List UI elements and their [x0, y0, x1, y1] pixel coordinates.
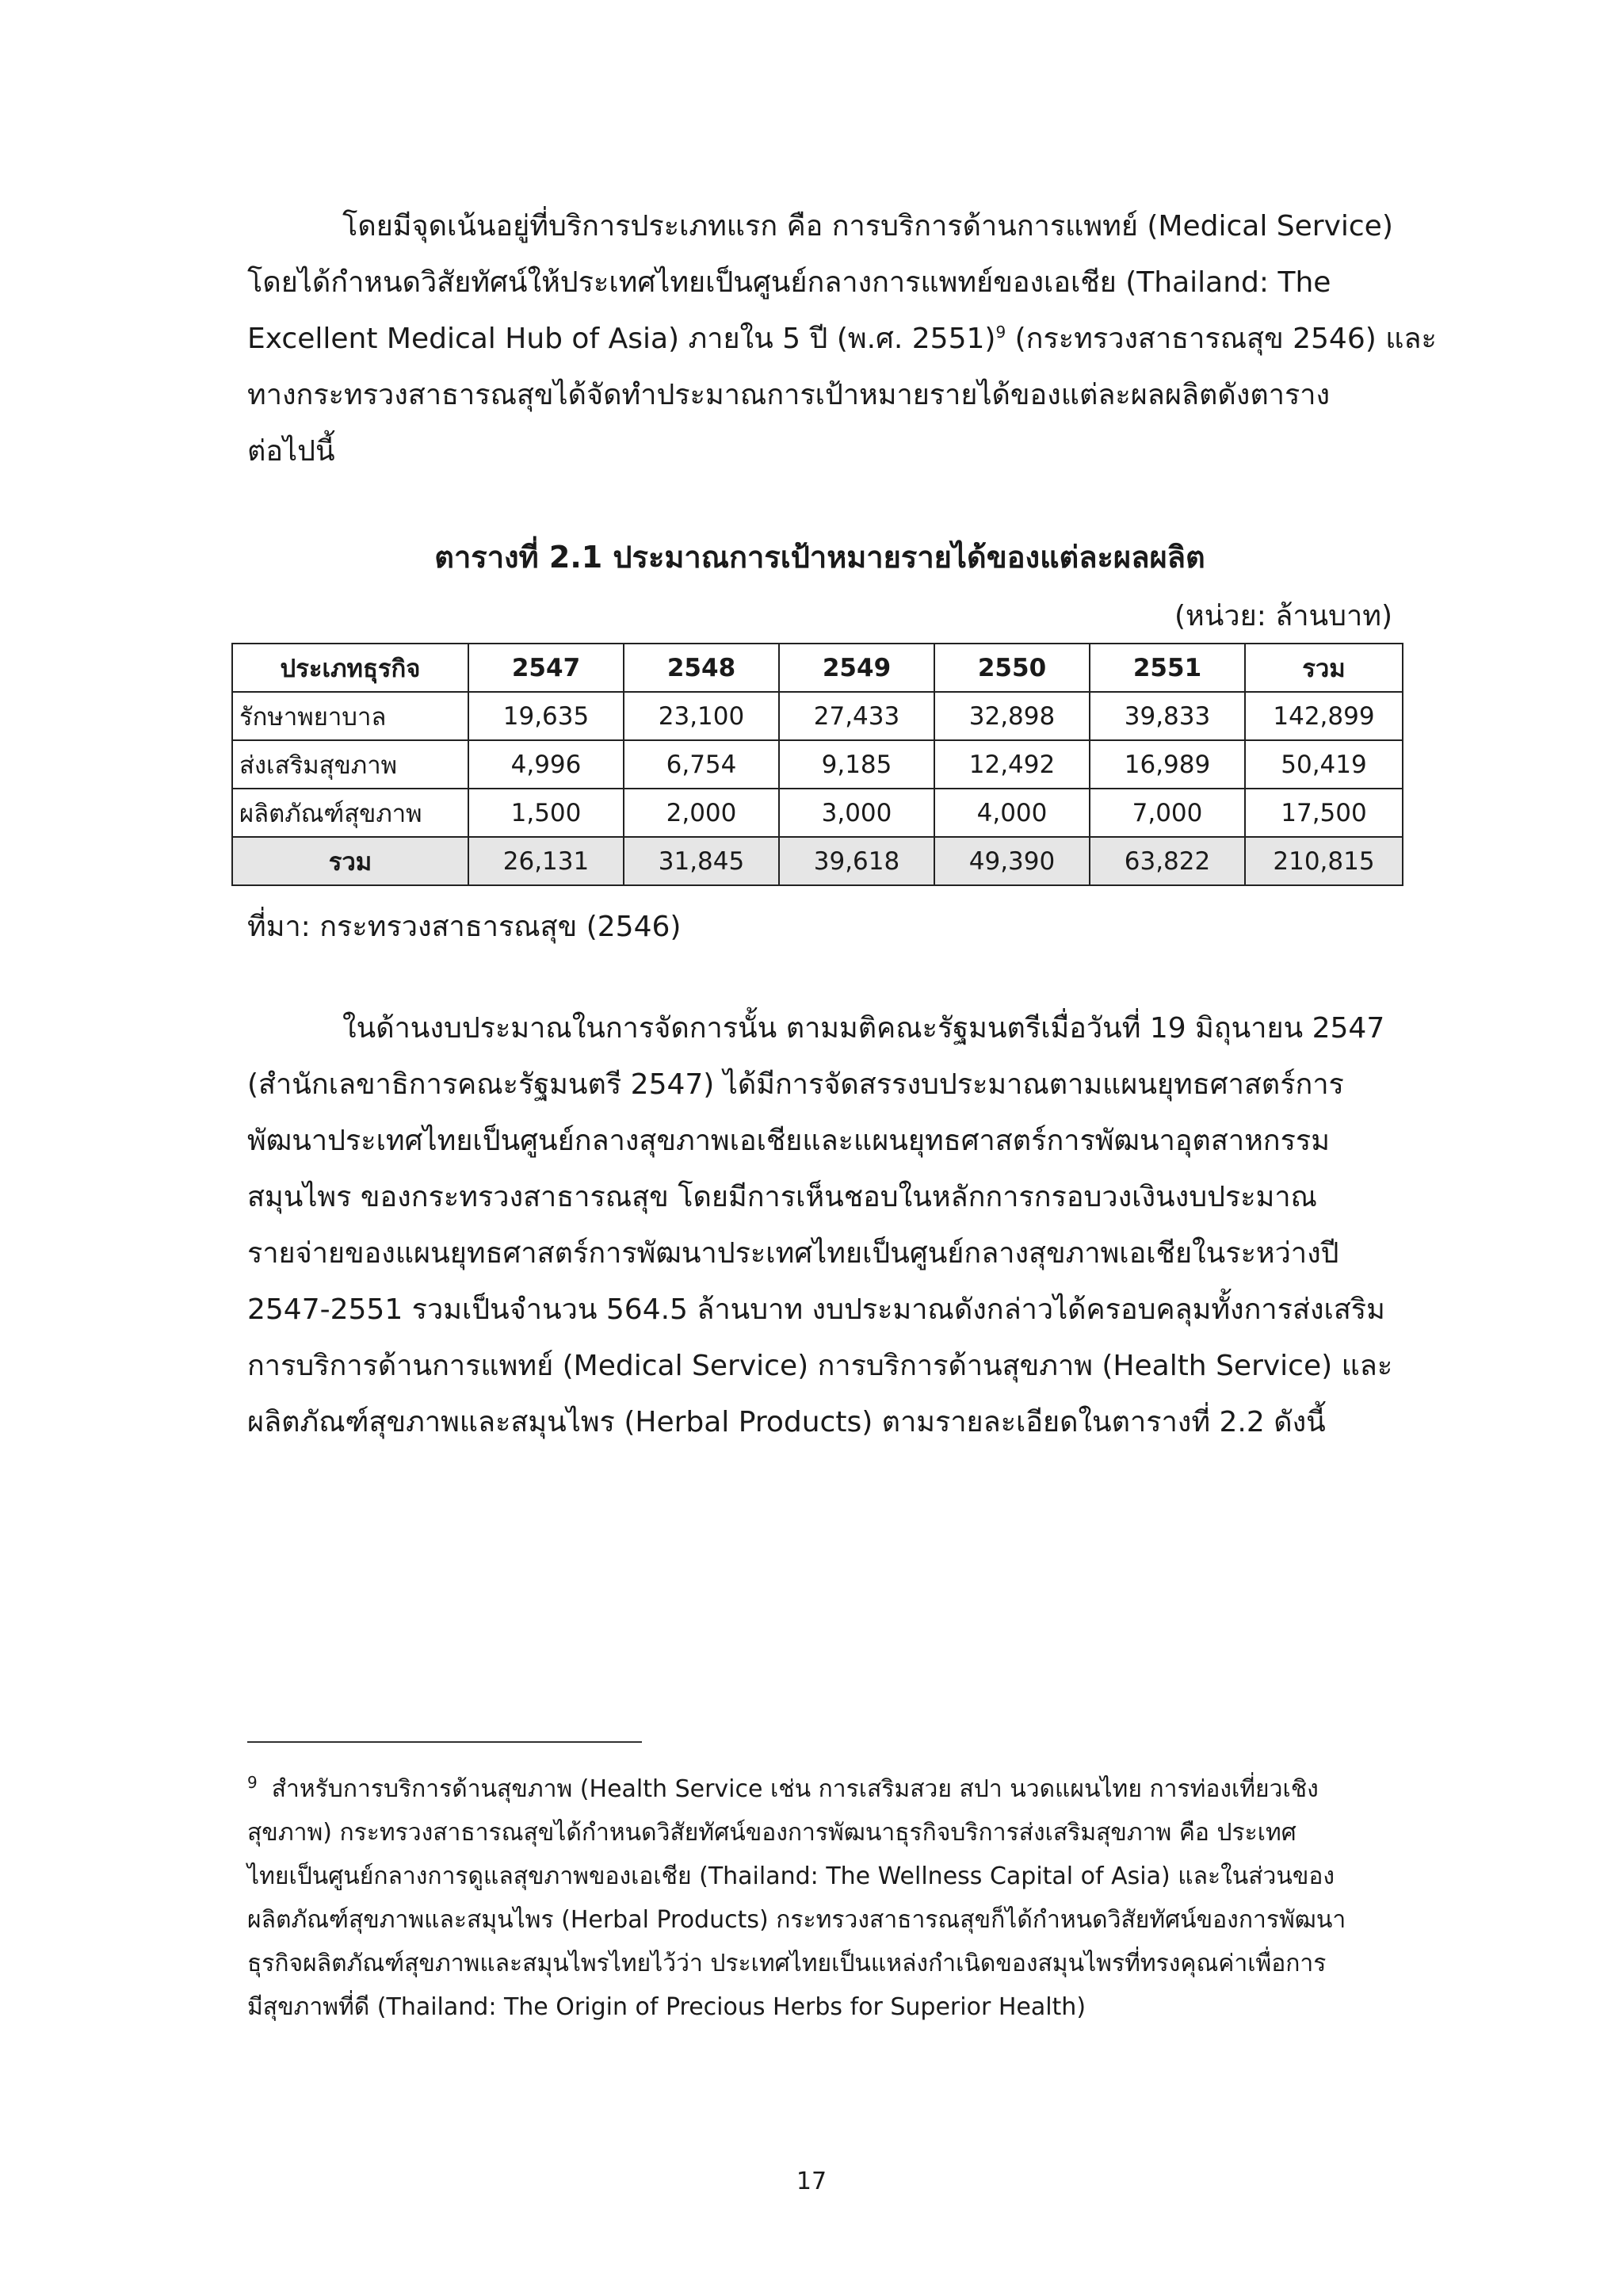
table-unit: (หน่วย: ล้านบาท) — [1174, 600, 1392, 632]
table-cell: 32,898 — [934, 692, 1090, 740]
paragraph-line: ต่อไปนี้ — [247, 435, 335, 468]
header-cell: 2549 — [779, 644, 934, 692]
footnote-line: ธุรกิจผลิตภัณฑ์สุขภาพและสมุนไพรไทยไว้ว่า ประเทศไทยเป็นแหล่งกำเนิดของสมุนไพรที่ทรงคุณค่าเพื่อการ — [247, 1950, 1327, 1977]
header-cell: ประเภทธุรกิจ — [232, 644, 468, 692]
paragraph-line: 2547-2551 รวมเป็นจำนวน 564.5 ล้านบาท งบประมาณดังกล่าวได้ครอบคลุมทั้งการส่งเสริม — [247, 1293, 1385, 1326]
paragraph-line: ผลิตภัณฑ์สุขภาพและสมุนไพร (Herbal Products) ตามรายละเอียดในตารางที่ 2.2 ดังนี้ — [247, 1406, 1326, 1438]
paragraph-line: สมุนไพร ของกระทรวงสาธารณสุข โดยมีการเห็นชอบในหลักการกรอบวงเงินงบประมาณ — [247, 1181, 1317, 1213]
paragraph-line-part: (กระทรวงสาธารณสุข 2546) และ — [1006, 323, 1437, 355]
table-cell: 7,000 — [1090, 789, 1245, 837]
table-cell: 142,899 — [1245, 692, 1403, 740]
footnote-line-text: สำหรับการบริการด้านสุขภาพ (Health Service เช่น การเสริมสวย สปา นวดแผนไทย การท่องเที่ยวเชิง — [271, 1775, 1319, 1803]
paragraph-line: (สำนักเลขาธิการคณะรัฐมนตรี 2547) ได้มีการจัดสรรงบประมาณตามแผนยุทธศาสตร์การ — [247, 1068, 1344, 1101]
total-cell: 49,390 — [934, 837, 1090, 885]
footnote-separator — [247, 1741, 642, 1743]
header-cell: รวม — [1245, 644, 1403, 692]
row-label: รักษาพยาบาล — [232, 692, 468, 740]
footnote-line: ไทยเป็นศูนย์กลางการดูแลสุขภาพของเอเชีย (Thailand: The Wellness Capital of Asia) และในส่วนของ — [247, 1862, 1335, 1890]
table-cell: 17,500 — [1245, 789, 1403, 837]
paragraph-line: รายจ่ายของแผนยุทธศาสตร์การพัฒนาประเทศไทยเป็นศูนย์กลางสุขภาพเอเชียในระหว่างปี — [247, 1237, 1339, 1270]
table-row — [232, 789, 1403, 837]
total-cell: 26,131 — [468, 837, 624, 885]
table-cell: 23,100 — [624, 692, 779, 740]
table-cell: 27,433 — [779, 692, 934, 740]
table-cell: 16,989 — [1090, 740, 1245, 789]
table-row — [232, 740, 1403, 789]
paragraph-line: โดยมีจุดเน้นอยู่ที่บริการประเภทแรก คือ การบริการด้านการแพทย์ (Medical Service) — [342, 210, 1393, 243]
paragraph-line: การบริการด้านการแพทย์ (Medical Service) การบริการด้านสุขภาพ (Health Service) และ — [247, 1350, 1393, 1382]
table-source: ที่มา: กระทรวงสาธารณสุข (2546) — [247, 911, 682, 943]
footnote-line: มีสุขภาพที่ดี (Thailand: The Origin of Precious Herbs for Superior Health) — [247, 1993, 1086, 2021]
table-cell: 3,000 — [779, 789, 934, 837]
revenue-target-table — [231, 643, 1403, 886]
table-row — [232, 692, 1403, 740]
table-cell: 4,996 — [468, 740, 624, 789]
header-cell: 2548 — [624, 644, 779, 692]
footnote — [247, 1761, 1392, 2029]
footnote-line — [247, 1761, 1392, 1811]
table-cell: 50,419 — [1245, 740, 1403, 789]
header-cell: 2551 — [1090, 644, 1245, 692]
table-cell: 19,635 — [468, 692, 624, 740]
paragraph-line: โดยได้กำหนดวิสัยทัศน์ให้ประเทศไทยเป็นศูนย์กลางการแพทย์ของเอเชีย (Thailand: The — [247, 266, 1331, 299]
table-cell: 1,500 — [468, 789, 624, 837]
page-number: 17 — [796, 2168, 827, 2195]
total-label: รวม — [232, 837, 468, 885]
table-caption: ตารางที่ 2.1 ประมาณการเป้าหมายรายได้ของแต่ละผลผลิต — [434, 540, 1205, 575]
footnote-line: สุขภาพ) กระทรวงสาธารณสุขได้กำหนดวิสัยทัศน์ของการพัฒนาธุรกิจบริการส่งเสริมสุขภาพ คือ ประเทศ — [247, 1819, 1296, 1847]
header-cell: 2550 — [934, 644, 1090, 692]
table-cell: 2,000 — [624, 789, 779, 837]
paragraph-medical-hub — [247, 198, 1437, 479]
total-cell: 210,815 — [1245, 837, 1403, 885]
footnote-line: ผลิตภัณฑ์สุขภาพและสมุนไพร (Herbal Products) กระทรวงสาธารณสุขก็ได้กำหนดวิสัยทัศน์ของการพัฒนา — [247, 1906, 1346, 1934]
footnote-reference[interactable]: 9 — [995, 323, 1006, 342]
paragraph-line: พัฒนาประเทศไทยเป็นศูนย์กลางสุขภาพเอเชียและแผนยุทธศาสตร์การพัฒนาอุตสาหกรรม — [247, 1125, 1330, 1157]
table-cell: 6,754 — [624, 740, 779, 789]
total-cell: 63,822 — [1090, 837, 1245, 885]
paragraph-line: ทางกระทรวงสาธารณสุขได้จัดทำประมาณการเป้าหมายรายได้ของแต่ละผลผลิตดังตาราง — [247, 379, 1331, 411]
table-cell: 39,833 — [1090, 692, 1245, 740]
row-label: ส่งเสริมสุขภาพ — [232, 740, 468, 789]
paragraph-budget — [247, 1000, 1392, 1450]
total-cell: 31,845 — [624, 837, 779, 885]
header-cell: 2547 — [468, 644, 624, 692]
table-total-row — [232, 837, 1403, 885]
table-cell: 4,000 — [934, 789, 1090, 837]
paragraph-line — [247, 311, 1437, 367]
table-cell: 12,492 — [934, 740, 1090, 789]
footnote-mark: 9 — [247, 1773, 258, 1792]
table-cell: 9,185 — [779, 740, 934, 789]
table-header-row — [232, 644, 1403, 692]
total-cell: 39,618 — [779, 837, 934, 885]
row-label: ผลิตภัณฑ์สุขภาพ — [232, 789, 468, 837]
paragraph-line-part: Excellent Medical Hub of Asia) ภายใน 5 ปี (พ.ศ. 2551) — [247, 323, 996, 355]
paragraph-line: ในด้านงบประมาณในการจัดการนั้น ตามมติคณะรัฐมนตรีเมื่อวันที่ 19 มิถุนายน 2547 — [342, 1012, 1385, 1045]
